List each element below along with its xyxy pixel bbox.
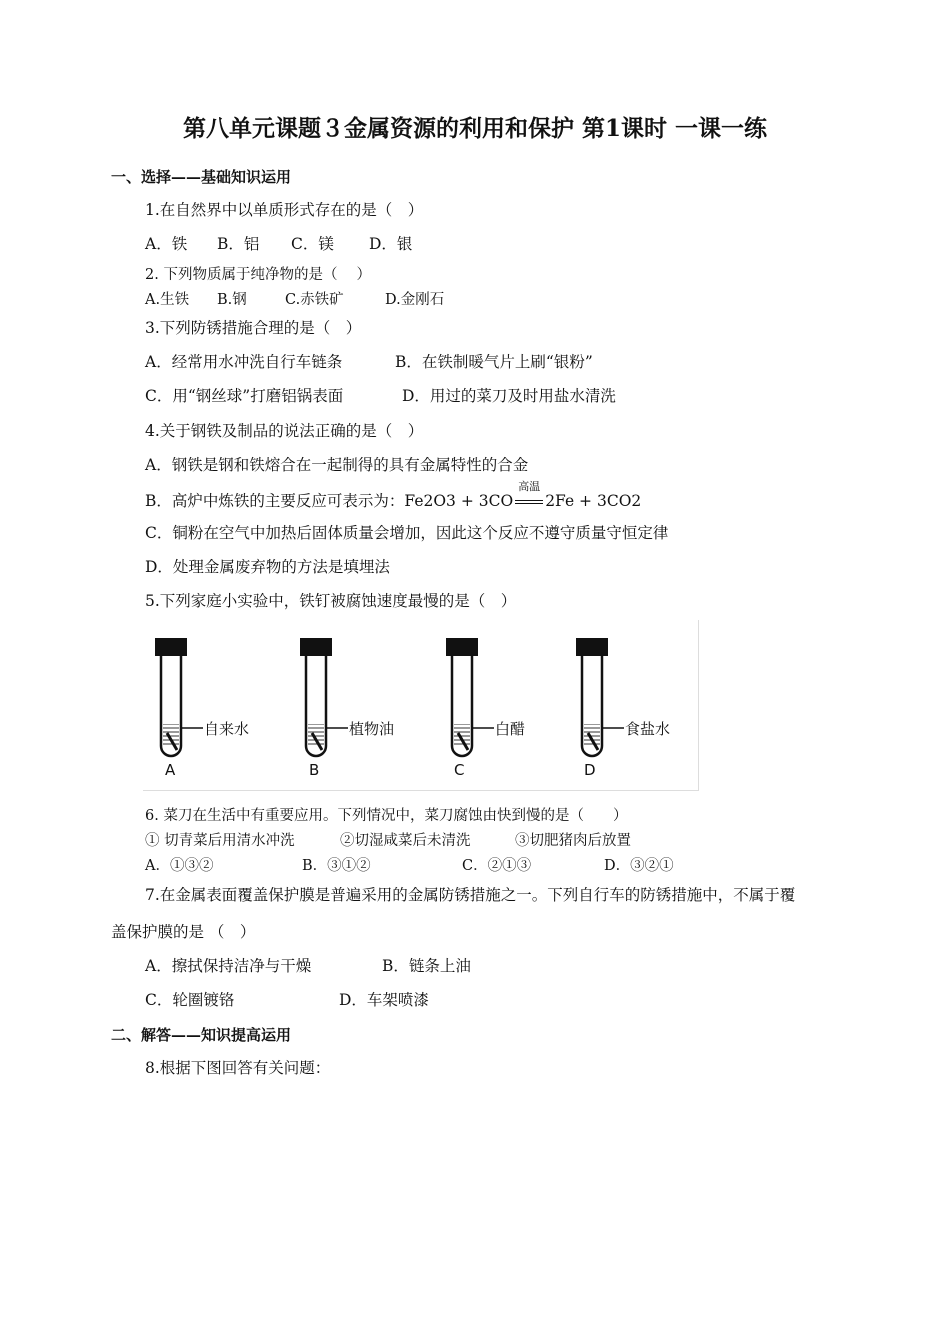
option-a: A．擦拭保持洁净与干燥 (145, 957, 312, 975)
tube-b-letter: B (309, 761, 320, 779)
option-c: C.赤铁矿 (285, 292, 344, 308)
question-4-option-c: C．铜粉在空气中加热后固体质量会增加，因此这个反应不遵守质量守恒定律 (145, 524, 669, 542)
option-d: D．用过的菜刀及时用盐水清洗 (402, 387, 616, 405)
option-b: B．在铁制暖气片上刷“银粉” (395, 353, 593, 371)
question-7-options-cd (145, 988, 429, 1010)
question-6-stem: 6. 菜刀在生活中有重要应用。下列情况中，菜刀腐蚀由快到慢的是（ ） (145, 808, 628, 824)
question-7-options-ab (145, 954, 471, 976)
item-1: ① 切青菜后用清水冲洗 (145, 833, 295, 849)
option-d: D．银 (369, 235, 413, 253)
option-b: B．③①② (302, 858, 371, 874)
question-8-stem: 8.根据下图回答有关问题： (145, 1059, 331, 1077)
option-a: A.生铁 (145, 292, 190, 308)
test-tube-d (576, 638, 624, 756)
test-tubes-figure (143, 620, 699, 791)
section-heading-choice: 一、选择——基础知识运用 (111, 168, 292, 186)
tube-a-liquid-label: 自来水 (204, 720, 250, 738)
equation-right: 2Fe + 3CO2 (545, 492, 642, 510)
option-d: D．车架喷漆 (339, 991, 429, 1009)
question-5-stem: 5.下列家庭小实验中，铁钉被腐蚀速度最慢的是（ ） (145, 592, 517, 610)
option-b: B.钢 (217, 292, 247, 308)
question-4-option-d: D．处理金属废弃物的方法是填埋法 (145, 558, 390, 576)
question-3-options-cd (145, 384, 616, 406)
item-3: ③切肥猪肉后放置 (515, 833, 631, 849)
option-c: C．用“钢丝球”打磨铝锅表面 (145, 387, 344, 405)
question-6-items (145, 829, 631, 850)
option-c: C．轮圈镀铬 (145, 991, 235, 1009)
condition-text: 高温 (518, 480, 541, 493)
equals-sign (515, 500, 543, 504)
question-4-option-b (145, 480, 642, 511)
question-6-options (145, 854, 674, 875)
question-1-options (145, 232, 412, 254)
option-b: B．铝 (217, 235, 260, 253)
tube-d-liquid-label: 食盐水 (625, 720, 671, 738)
option-a: A．铁 (145, 235, 188, 253)
question-7-stem-line2: 盖保护膜的是 （ ） (111, 923, 256, 941)
page-title: 第八单元课题３金属资源的利用和保护 第1课时 一课一练 (182, 115, 768, 142)
test-tubes-drawing (143, 620, 698, 790)
item-2: ②切湿咸菜后未清洗 (340, 833, 471, 849)
question-2-stem: 2. 下列物质属于纯净物的是（ ） (145, 267, 372, 283)
question-1-stem: 1.在自然界中以单质形式存在的是（ ） (145, 201, 424, 219)
reaction-condition (513, 480, 545, 510)
tube-c-letter: C (454, 761, 465, 779)
option-d: D.金刚石 (385, 292, 445, 308)
question-4-stem: 4.关于钢铁及制品的说法正确的是（ ） (145, 422, 424, 440)
tube-b-liquid-label: 植物油 (349, 720, 395, 738)
section-heading-answer: 二、解答——知识提高运用 (111, 1026, 292, 1044)
option-d: D．③②① (604, 858, 674, 874)
question-3-options-ab (145, 350, 593, 372)
question-4-option-a: A．钢铁是钢和铁熔合在一起制得的具有金属特性的合金 (145, 456, 529, 474)
option-c: C．镁 (291, 235, 334, 253)
test-tube-b (300, 638, 348, 756)
question-7-stem-line1: 7.在金属表面覆盖保护膜是普遍采用的金属防锈措施之一。下列自行车的防锈措施中，不属于覆 (145, 886, 796, 904)
option-a: A．①③② (145, 858, 214, 874)
option-c: C．②①③ (462, 858, 532, 874)
test-tube-a (155, 638, 203, 756)
option-b-prefix: B．高炉中炼铁的主要反应可表示为： (145, 492, 405, 510)
question-2-options (145, 288, 444, 309)
test-tube-c (446, 638, 494, 756)
equation-left: Fe2O3 + 3CO (404, 492, 514, 510)
tube-c-liquid-label: 白醋 (495, 720, 526, 738)
tube-d-letter: D (584, 761, 596, 779)
option-b: B．链条上油 (382, 957, 471, 975)
tube-a-letter: A (165, 761, 176, 779)
option-a: A．经常用水冲洗自行车链条 (145, 353, 343, 371)
question-3-stem: 3.下列防锈措施合理的是（ ） (145, 319, 362, 337)
